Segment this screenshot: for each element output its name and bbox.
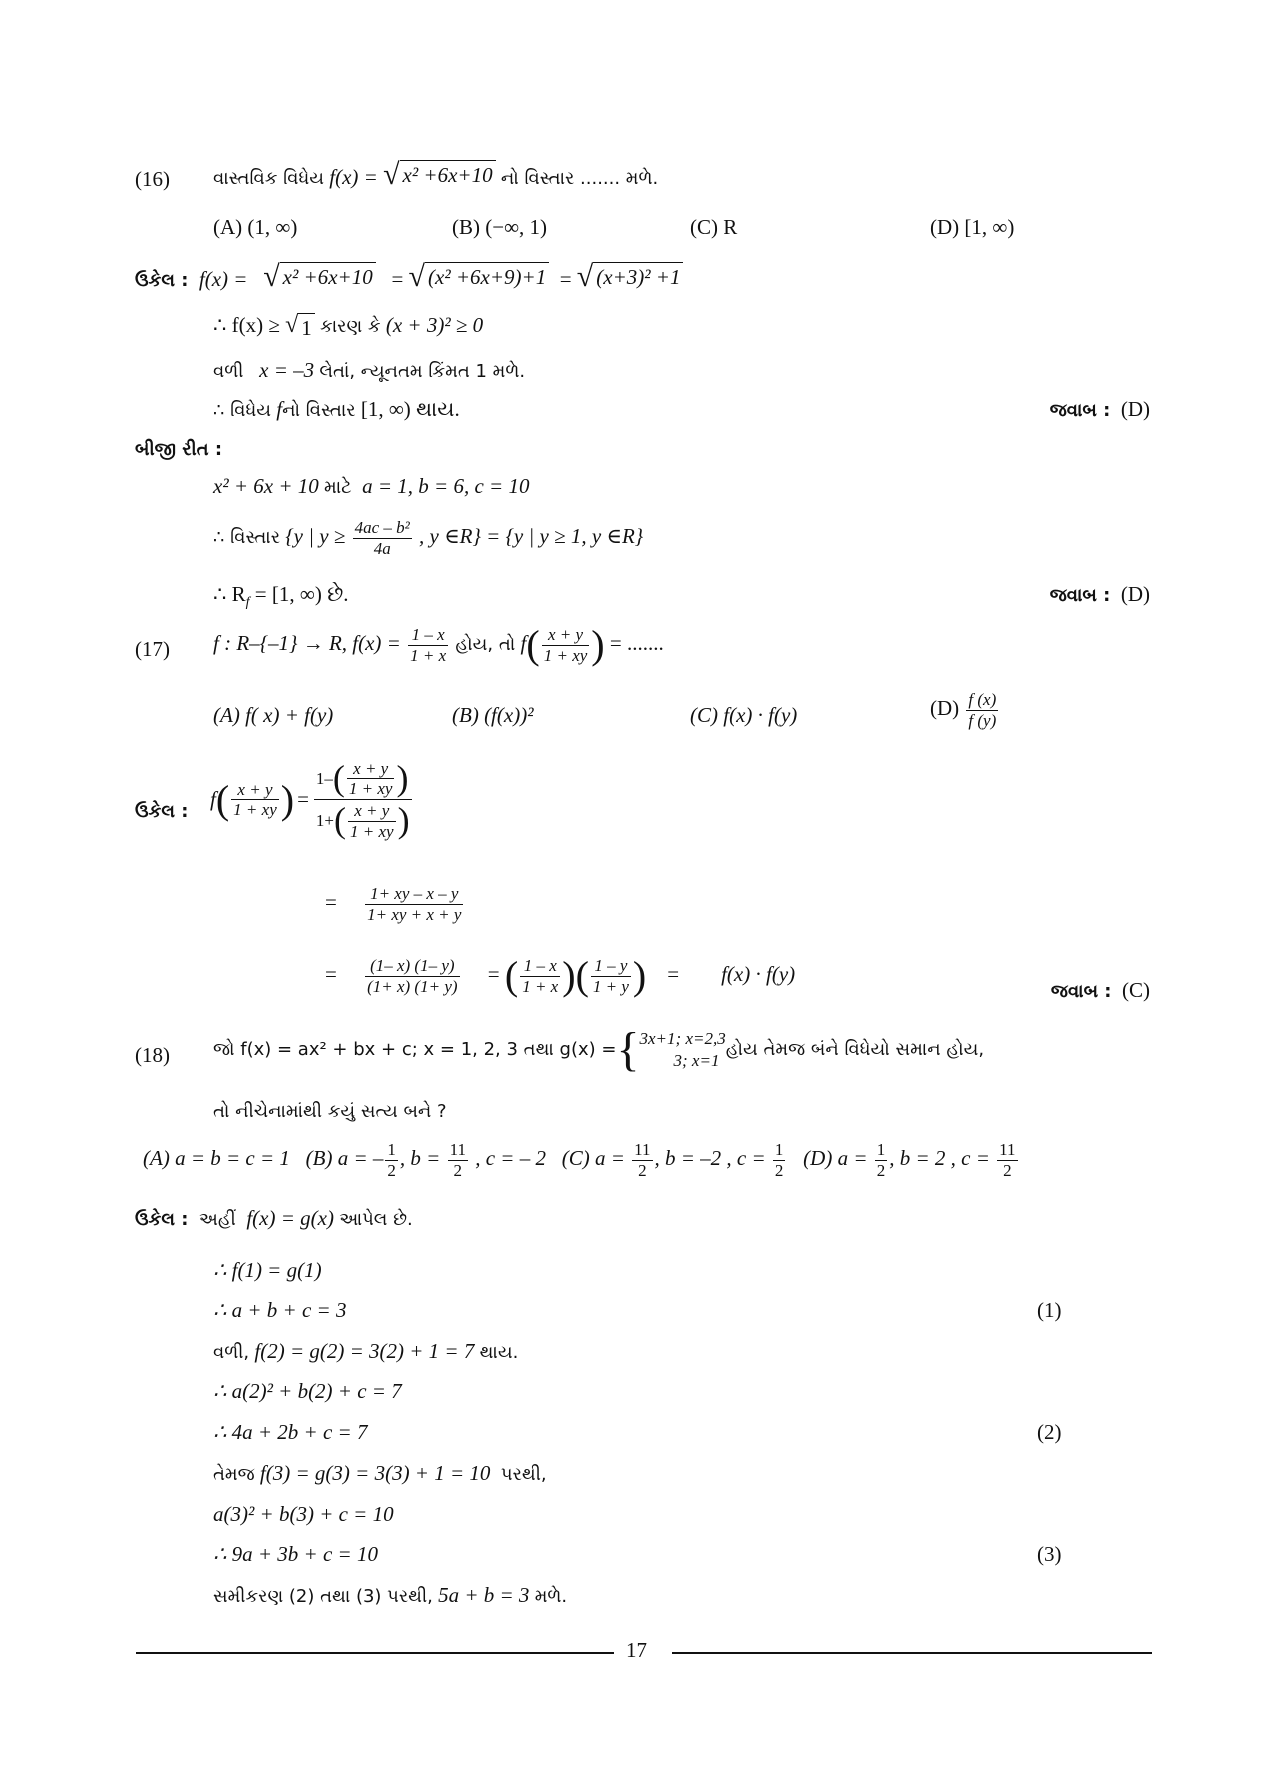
q18-option-d: (D) a = $\frac{1}{2}$ , b = 2 , c = $\frac{11}{2}$ — [803, 1140, 1016, 1180]
q16-sol-line1: ∴ f(x) ≥ √ 1 કારણ કે (x + 3)² ≥ 0 — [213, 312, 484, 340]
q18-number: (18) — [135, 1043, 170, 1067]
q17-answer: જવાબ : (C) — [1050, 978, 1150, 1002]
equation-label-2: (2) — [1037, 1420, 1062, 1444]
q16-alternate-label: બીજી રીત : — [135, 439, 223, 460]
q18-piecewise: 3x+1; x=2,3 3; x=1 — [639, 1028, 726, 1070]
q16-solution-label: ઉકેલ : — [135, 270, 189, 291]
q17-solution-step2: = $\frac{1+ xy - x - y}{1+ xy + x + y}$ — [325, 884, 462, 924]
q16-text-end: નો વિસ્તાર ....... મળે. — [500, 168, 659, 189]
q16-sol-line2: વળી x = –3 લેતાં, ન્યૂનતમ કિંમત 1 મળે. — [213, 358, 526, 382]
q18-solution-line2: ∴ a + b + c = 3 — [213, 1298, 347, 1322]
q16-sol-radical-2: √ (x² +6x+9)+1 — [409, 262, 550, 292]
q18-solution-line3: વળી, f(2) = g(2) = 3(2) + 1 = 7 થાય. — [213, 1339, 519, 1363]
q16-option-c: (C) R — [690, 215, 738, 239]
q16-alt-line2: ∴ વિસ્તાર {y | y ≥ $\frac{\text{4ac – b²}}{4a}$ , y ∈R} = {y | y ≥ 1, y ∈R} — [213, 518, 644, 558]
q17-option-b: (B) (f(x))² — [452, 703, 534, 727]
q16-option-a: (A) (1, ∞) — [213, 215, 298, 239]
q17-fraction: $\frac{1 - x}{1 + x}$ — [410, 624, 447, 665]
q16-option-b: (B) (−∞, 1) — [452, 215, 548, 239]
equation-label-3: (3) — [1037, 1542, 1062, 1566]
q18-solution-line0: ઉકેલ : અહીં f(x) = g(x) આપેલ છે. — [135, 1206, 413, 1230]
q18-options — [143, 1140, 1020, 1180]
q16-fx: f(x) = — [329, 165, 378, 189]
q16-sol-radical-3: √ (x+3)² +1 — [577, 262, 684, 292]
q18-question-line2: તો નીચેનામાંથી કયું સત્ય બને ? — [213, 1101, 447, 1122]
q16-answer-1: જવાબ : (D) — [1049, 397, 1150, 421]
q17-option-d: (D) $\frac{f (x)}{f (y)}$ — [930, 690, 997, 730]
q16-text: વાસ્તવિક વિધેય — [213, 168, 325, 189]
q18-solution-line9: સમીકરણ (2) તથા (3) પરથી, 5a + b = 3 મળે. — [213, 1583, 568, 1607]
q17-solution-step1: f ( $\frac{x + y}{1 + xy}$ ) = 1– ( $\frac{x + y}{1 + xy}$ ) 1+ ( $\frac{x + y}{1 + xy}$ ) — [210, 758, 410, 841]
q18-option-b: (B) a = – $\frac{1}{2}$ , b = $\frac{11}{2}$ , c = – 2 — [305, 1140, 546, 1180]
footer-rule-left — [136, 1652, 614, 1654]
q16-alt-line1: x² + 6x + 10 માટે a = 1, b = 6, c = 10 — [213, 474, 530, 498]
q18-option-c: (C) a = $\frac{11}{2}$ , b = –2 , c = $\frac{1}{2}$ — [561, 1140, 784, 1180]
q17-solution-step3: = $\frac{(1- x) (1- y)}{(1+ x) (1+ y)}$ = ( $\frac{1 - x}{1 + x}$ )( $\frac{1 - y}{1 + y}$ ) = f(x) · f(y) — [325, 953, 796, 998]
q18-solution-line5: ∴ 4a + 2b + c = 7 — [213, 1420, 368, 1444]
q18-solution-line8: ∴ 9a + 3b + c = 10 — [213, 1542, 378, 1566]
q18-question: જો f(x) = ax² + bx + c; x = 1, 2, 3 તથા g(x) = { 3x+1; x=2,3 3; x=1 હોય તેમજ બંને વિધેયો સમાન હોય, — [213, 1023, 985, 1076]
q18-solution-line1: ∴ f(1) = g(1) — [213, 1258, 322, 1282]
q16-option-d: (D) [1, ∞) — [930, 215, 1015, 239]
q17-option-a: (A) f( x) + f(y) — [213, 703, 334, 727]
q18-option-a: (A) a = b = c = 1 — [143, 1145, 290, 1170]
q16-alt-line3: ∴ $R_f = [1$, ∞) છે. — [213, 582, 349, 611]
q17-option-c: (C) f(x) · f(y) — [690, 703, 798, 727]
q18-solution-line6: તેમજ f(3) = g(3) = 3(3) + 1 = 10 પરથી, — [213, 1461, 547, 1485]
q16-solution: ઉકેલ : f(x) = √ x² +6x+10 = √ (x² +6x+9)+1 = √ (x+3)² +1 — [135, 262, 683, 292]
q18-solution-line7: a(3)² + b(3) + c = 10 — [213, 1502, 394, 1526]
q16-sol-radical-1: √ x² +6x+10 — [263, 262, 376, 292]
q16-radical: √ x² +6x+10 — [383, 160, 496, 190]
q16-number: (16) — [135, 167, 170, 191]
footer-rule-right — [672, 1652, 1152, 1654]
q17-number: (17) — [135, 637, 170, 661]
equation-label-1: (1) — [1037, 1298, 1062, 1322]
q16-question — [213, 160, 658, 190]
q17-solution-label: ઉકેલ : — [135, 801, 189, 822]
page-number: 17 — [626, 1638, 647, 1662]
q16-sol-fx: f(x) = — [198, 267, 248, 291]
q18-solution-line4: ∴ a(2)² + b(2) + c = 7 — [213, 1379, 402, 1403]
q16-sqrt-one: √ 1 — [285, 313, 315, 341]
q16-alt-fraction: $\frac{\text{4ac – b²}}{4a}$ — [354, 518, 410, 558]
q16-answer-2: જવાબ : (D) — [1049, 582, 1150, 606]
q17-question: f : R–{–1} → R, f(x) = $\frac{1 - x}{1 + x}$ હોય, તો f( $\frac{x + y}{1 + xy}$ ) = ....... — [213, 622, 664, 667]
q16-sol-line3: ∴ વિધેય fનો વિસ્તાર [1, ∞) થાય. — [213, 397, 460, 421]
